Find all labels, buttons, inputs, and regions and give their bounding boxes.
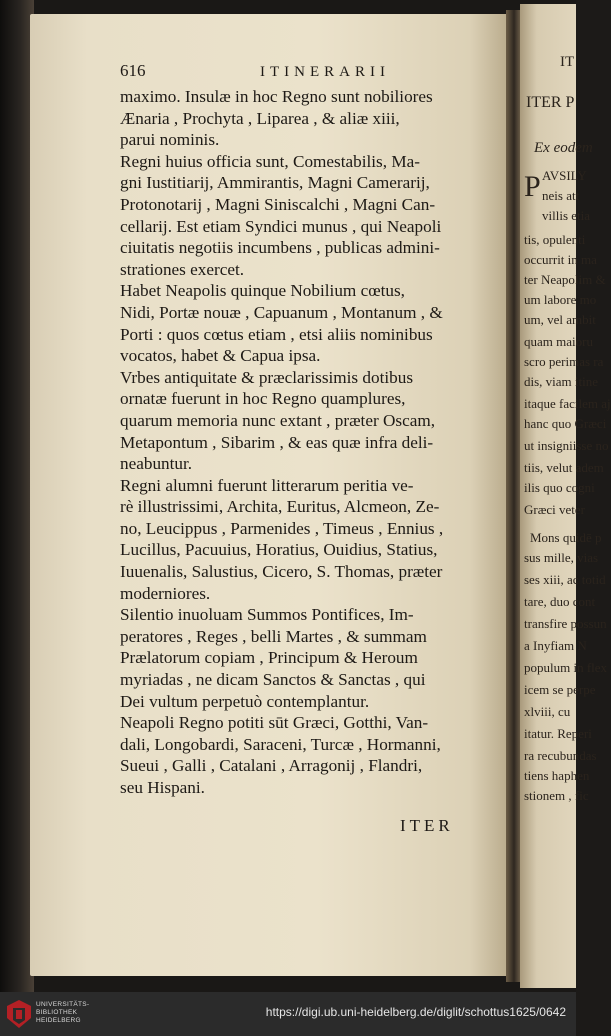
text-line: vocatos, habet & Capua ipsa. [120,346,321,366]
library-name-line: BIBLIOTHEK [36,1009,78,1016]
facing-page-fragment: P [524,170,541,203]
facing-page-fragment: ilis quo cogni [524,480,595,495]
facing-page-fragment: ut insigniisse no [524,438,609,453]
text-line: Nidi, Portæ nouæ , Capuanum , Montanum , & [120,302,443,322]
library-logo-icon [4,998,34,1030]
facing-page-fragment: tiens haphen [524,768,590,783]
text-line: Lucillus, Pacuuius, Horatius, Ouidius, Statius, [120,540,438,560]
facing-page-fragment: occurrit in ma [524,252,597,267]
text-line: parui nominis. [120,130,220,150]
text-line: cellarij. Est etiam Syndici munus , qui Neapoli [120,216,442,236]
text-line: Ænaria , Prochyta , Liparea , & aliæ xiii, [120,108,400,128]
text-line: rè illustrissimi, Archita, Euritus, Alcmeon, Ze- [120,497,440,517]
viewer-footer [0,992,576,1036]
text-line: Protonotarij , Magni Siniscalchi , Magni Can- [120,194,436,214]
text-line: Prælatorum copiam , Principum & Heroum [120,648,418,668]
text-line: Sueui , Galli , Catalani , Arragonij , Flandri, [120,756,423,776]
facing-page-fragment: tiis, velut adem [524,460,604,475]
facing-page-fragment: itatur. Reperi [524,726,592,741]
facing-page-fragment: dis, viam itine [524,374,599,389]
library-name-line: UNIVERSITÄTS- [36,1001,90,1008]
text-line: Vrbes antiquitate & præclarissimis dotibus [120,367,414,387]
body-text [120,86,500,799]
text-line: maximo. Insulæ in hoc Regno sunt nobiliores [120,87,433,106]
text-line: Silentio inuoluam Summos Pontifices, Im- [120,605,414,625]
facing-page-fragment: scro perimas ra [524,354,604,369]
facing-page-fragment: xlviii, cu [524,704,571,719]
library-name-line: HEIDELBERG [36,1017,81,1024]
text-line: Neapoli Regno potiti sūt Græci, Gotthi, Van- [120,713,429,733]
source-url-link[interactable]: https://digi.ub.uni-heidelberg.de/diglit/schottus1625/0642 [265,1005,566,1019]
text-line: Porti : quos cœtus etiam , etsi aliis nominibus [120,324,433,344]
facing-page-fragment: villis etia [542,208,591,223]
library-name [36,1001,89,1025]
text-line: Regni huius officia sunt, Comestabilis, Ma- [120,151,420,171]
facing-page-fragment: icem se perpe [524,682,596,697]
facing-page-fragment: Ex eodem [534,140,593,156]
text-line: Habet Neapolis quinque Nobilium cœtus, [120,281,405,301]
running-head: ITINERARII [260,64,390,80]
book-binding-edge [0,0,34,992]
facing-page-fragment: stionem , fic [524,788,589,803]
facing-page-fragment: ITER P [526,94,575,111]
text-line: ciuitatis negotiis incumbens , publicas admini- [120,238,440,258]
text-line: neabuntur. [120,454,193,474]
page-text-block [120,60,500,799]
text-line: moderniores. [120,583,211,603]
text-line: no, Leucippus , Parmenides , Timeus , Ennius , [120,518,444,538]
right-page [520,4,611,988]
text-line: peratores , Reges , belli Martes , & summam [120,626,427,646]
facing-page-fragment: neis att [542,188,580,203]
text-line: dali, Longobardi, Saraceni, Turcæ , Hormanni, [120,734,441,754]
catchword: ITER [400,816,454,835]
facing-page-fragment: ter Neapolim & [524,272,606,287]
text-line: ornatæ fuerunt in hoc Regno quamplures, [120,389,406,409]
text-line: Dei vultum perpetuò contemplantur. [120,691,370,711]
facing-page-fragment: ra recubundas [524,748,597,763]
text-line: Regni alumni fuerunt litterarum peritia ve- [120,475,414,495]
facing-page-fragment: um, vel ambit [524,312,596,327]
facing-page-fragment: sus mille, vias [524,550,599,565]
text-line: strationes exercet. [120,259,245,279]
facing-page-fragment: itaque facilem aj [524,396,611,411]
facing-page-fragment: a Inyfiam N [524,638,587,653]
text-line: Metapontum , Sibarim , & eas quæ infra deli- [120,432,434,452]
text-line: gni Iustitiarij, Ammirantis, Magni Camerarij, [120,173,430,193]
facing-page-fragment: populum in flex [524,660,608,675]
text-line: quarum memoria nunc extant , præter Oscam, [120,410,436,430]
facing-page-fragment: tis, opulenti [524,232,586,247]
facing-page-fragment: IT [560,54,575,70]
facing-page-fragment: quam maioru [524,334,593,349]
facing-page-fragment: tare, duo cont [524,594,596,609]
facing-page-fragment: Græci veter [524,502,586,517]
facing-page-fragment: ses xiii, ac totid [524,572,606,587]
text-line: seu Hispani. [120,778,205,797]
facing-page-fragment: AVSILY [542,168,587,183]
facing-page-fragment: transfire possun [524,616,607,631]
facing-page-fragment: hanc quo Græci [524,416,607,431]
text-line: myriadas , ne dicam Sanctos & Sanctas , qui [120,670,426,690]
facing-page-fragment: um labore mo [524,292,597,307]
page-number: 616 [120,61,146,80]
facing-page-fragment: Mons quidē p [530,530,602,545]
text-line: Iuuenalis, Salustius, Cicero, S. Thomas, præter [120,562,443,582]
page-header [120,60,500,86]
